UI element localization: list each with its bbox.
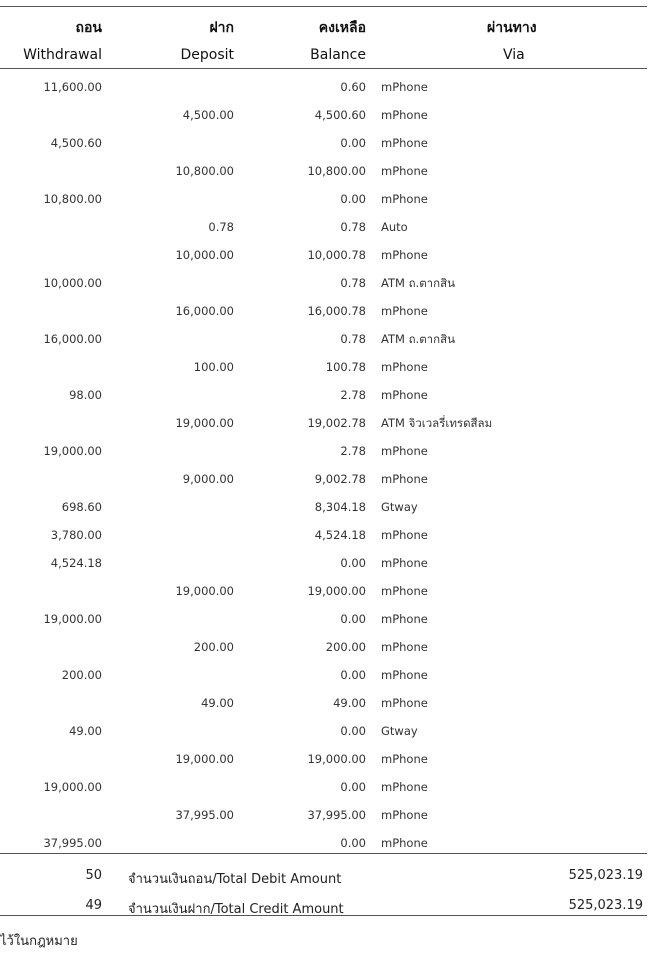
credit-count: 49 <box>85 898 102 913</box>
balance-cell: 4,524.18 <box>314 528 366 542</box>
balance-cell: 0.00 <box>340 612 366 626</box>
deposit-cell: 0.78 <box>208 220 234 234</box>
table-row <box>0 500 655 528</box>
via-cell: mPhone <box>381 640 428 654</box>
balance-cell: 0.00 <box>340 668 366 682</box>
table-row <box>0 332 655 360</box>
credit-amount: 525,023.19 <box>568 898 643 913</box>
withdrawal-cell: 10,800.00 <box>43 192 102 206</box>
via-cell: mPhone <box>381 780 428 794</box>
table-row <box>0 696 655 724</box>
balance-cell: 19,000.00 <box>307 752 366 766</box>
header-via-en: Via <box>503 47 525 63</box>
table-row <box>0 584 655 612</box>
table-row <box>0 248 655 276</box>
table-row <box>0 108 655 136</box>
withdrawal-cell: 19,000.00 <box>43 780 102 794</box>
table-row <box>0 360 655 388</box>
via-cell: mPhone <box>381 556 428 570</box>
withdrawal-cell: 698.60 <box>61 500 102 514</box>
header-via-th: ผ่านทาง <box>487 20 537 36</box>
balance-cell: 100.78 <box>325 360 366 374</box>
via-cell: mPhone <box>381 808 428 822</box>
balance-cell: 19,002.78 <box>307 416 366 430</box>
balance-cell: 0.00 <box>340 192 366 206</box>
withdrawal-cell: 16,000.00 <box>43 332 102 346</box>
via-cell: mPhone <box>381 528 428 542</box>
withdrawal-cell: 19,000.00 <box>43 612 102 626</box>
table-row <box>0 192 655 220</box>
via-cell: Gtway <box>381 500 418 514</box>
withdrawal-cell: 3,780.00 <box>50 528 102 542</box>
deposit-cell: 37,995.00 <box>175 808 234 822</box>
header-deposit-en: Deposit <box>180 47 234 63</box>
withdrawal-cell: 19,000.00 <box>43 444 102 458</box>
table-row <box>0 388 655 416</box>
table-row <box>0 80 655 108</box>
withdrawal-cell: 98.00 <box>69 388 102 402</box>
balance-cell: 0.60 <box>340 80 366 94</box>
table-row <box>0 304 655 332</box>
balance-cell: 0.00 <box>340 836 366 850</box>
table-row <box>0 668 655 696</box>
deposit-cell: 200.00 <box>193 640 234 654</box>
via-cell: mPhone <box>381 696 428 710</box>
deposit-cell: 19,000.00 <box>175 416 234 430</box>
via-cell: Auto <box>381 220 408 234</box>
header-withdrawal-en: Withdrawal <box>23 47 102 63</box>
deposit-cell: 4,500.00 <box>182 108 234 122</box>
via-cell: mPhone <box>381 248 428 262</box>
balance-cell: 8,304.18 <box>314 500 366 514</box>
balance-cell: 9,002.78 <box>314 472 366 486</box>
via-cell: ATM ถ.ตากสิน <box>381 332 455 346</box>
via-cell: mPhone <box>381 472 428 486</box>
footer-note: ไว้ในกฎหมาย <box>0 934 78 949</box>
table-top-rule <box>0 6 647 7</box>
via-cell: mPhone <box>381 836 428 850</box>
table-row <box>0 640 655 668</box>
debit-label: จำนวนเงินถอน/Total Debit Amount <box>128 872 342 887</box>
summary-bottom-rule <box>0 915 647 916</box>
balance-cell: 2.78 <box>340 444 366 458</box>
balance-cell: 0.00 <box>340 556 366 570</box>
balance-cell: 200.00 <box>325 640 366 654</box>
via-cell: ATM จิวเวลรี่เทรดสีลม <box>381 416 493 430</box>
table-row <box>0 724 655 752</box>
via-cell: mPhone <box>381 612 428 626</box>
deposit-cell: 49.00 <box>201 696 234 710</box>
table-row <box>0 836 655 864</box>
via-cell: mPhone <box>381 80 428 94</box>
table-row <box>0 528 655 556</box>
balance-cell: 0.78 <box>340 220 366 234</box>
table-row <box>0 276 655 304</box>
credit-label: จำนวนเงินฝาก/Total Credit Amount <box>128 902 344 917</box>
table-bottom-rule <box>0 853 647 854</box>
balance-cell: 10,800.00 <box>307 164 366 178</box>
table-row <box>0 780 655 808</box>
via-cell: mPhone <box>381 668 428 682</box>
balance-cell: 0.78 <box>340 276 366 290</box>
header-balance-en: Balance <box>310 47 366 63</box>
header-deposit-th: ฝาก <box>209 20 234 36</box>
balance-cell: 4,500.60 <box>314 108 366 122</box>
via-cell: mPhone <box>381 752 428 766</box>
withdrawal-cell: 4,500.60 <box>50 136 102 150</box>
balance-cell: 16,000.78 <box>307 304 366 318</box>
table-row <box>0 220 655 248</box>
via-cell: mPhone <box>381 304 428 318</box>
balance-cell: 0.78 <box>340 332 366 346</box>
deposit-cell: 9,000.00 <box>182 472 234 486</box>
table-row <box>0 472 655 500</box>
via-cell: mPhone <box>381 108 428 122</box>
balance-cell: 37,995.00 <box>307 808 366 822</box>
balance-cell: 2.78 <box>340 388 366 402</box>
balance-cell: 10,000.78 <box>307 248 366 262</box>
withdrawal-cell: 10,000.00 <box>43 276 102 290</box>
via-cell: mPhone <box>381 192 428 206</box>
table-row <box>0 444 655 472</box>
via-cell: mPhone <box>381 584 428 598</box>
balance-cell: 19,000.00 <box>307 584 366 598</box>
deposit-cell: 10,800.00 <box>175 164 234 178</box>
header-balance-th: คงเหลือ <box>318 20 366 36</box>
withdrawal-cell: 200.00 <box>61 668 102 682</box>
table-row <box>0 164 655 192</box>
balance-cell: 0.00 <box>340 136 366 150</box>
debit-amount: 525,023.19 <box>568 868 643 883</box>
table-row <box>0 556 655 584</box>
withdrawal-cell: 37,995.00 <box>43 836 102 850</box>
table-row <box>0 612 655 640</box>
via-cell: mPhone <box>381 444 428 458</box>
via-cell: mPhone <box>381 360 428 374</box>
via-cell: mPhone <box>381 388 428 402</box>
table-header-rule <box>0 68 647 69</box>
via-cell: mPhone <box>381 164 428 178</box>
balance-cell: 0.00 <box>340 724 366 738</box>
balance-cell: 0.00 <box>340 780 366 794</box>
deposit-cell: 16,000.00 <box>175 304 234 318</box>
via-cell: ATM ถ.ตากสิน <box>381 276 455 290</box>
table-row <box>0 752 655 780</box>
via-cell: mPhone <box>381 136 428 150</box>
withdrawal-cell: 4,524.18 <box>50 556 102 570</box>
via-cell: Gtway <box>381 724 418 738</box>
balance-cell: 49.00 <box>333 696 366 710</box>
withdrawal-cell: 49.00 <box>69 724 102 738</box>
table-row <box>0 808 655 836</box>
deposit-cell: 19,000.00 <box>175 584 234 598</box>
table-row <box>0 136 655 164</box>
withdrawal-cell: 11,600.00 <box>43 80 102 94</box>
table-row <box>0 416 655 444</box>
deposit-cell: 100.00 <box>193 360 234 374</box>
debit-count: 50 <box>85 868 102 883</box>
deposit-cell: 10,000.00 <box>175 248 234 262</box>
deposit-cell: 19,000.00 <box>175 752 234 766</box>
header-withdrawal-th: ถอน <box>75 20 102 36</box>
